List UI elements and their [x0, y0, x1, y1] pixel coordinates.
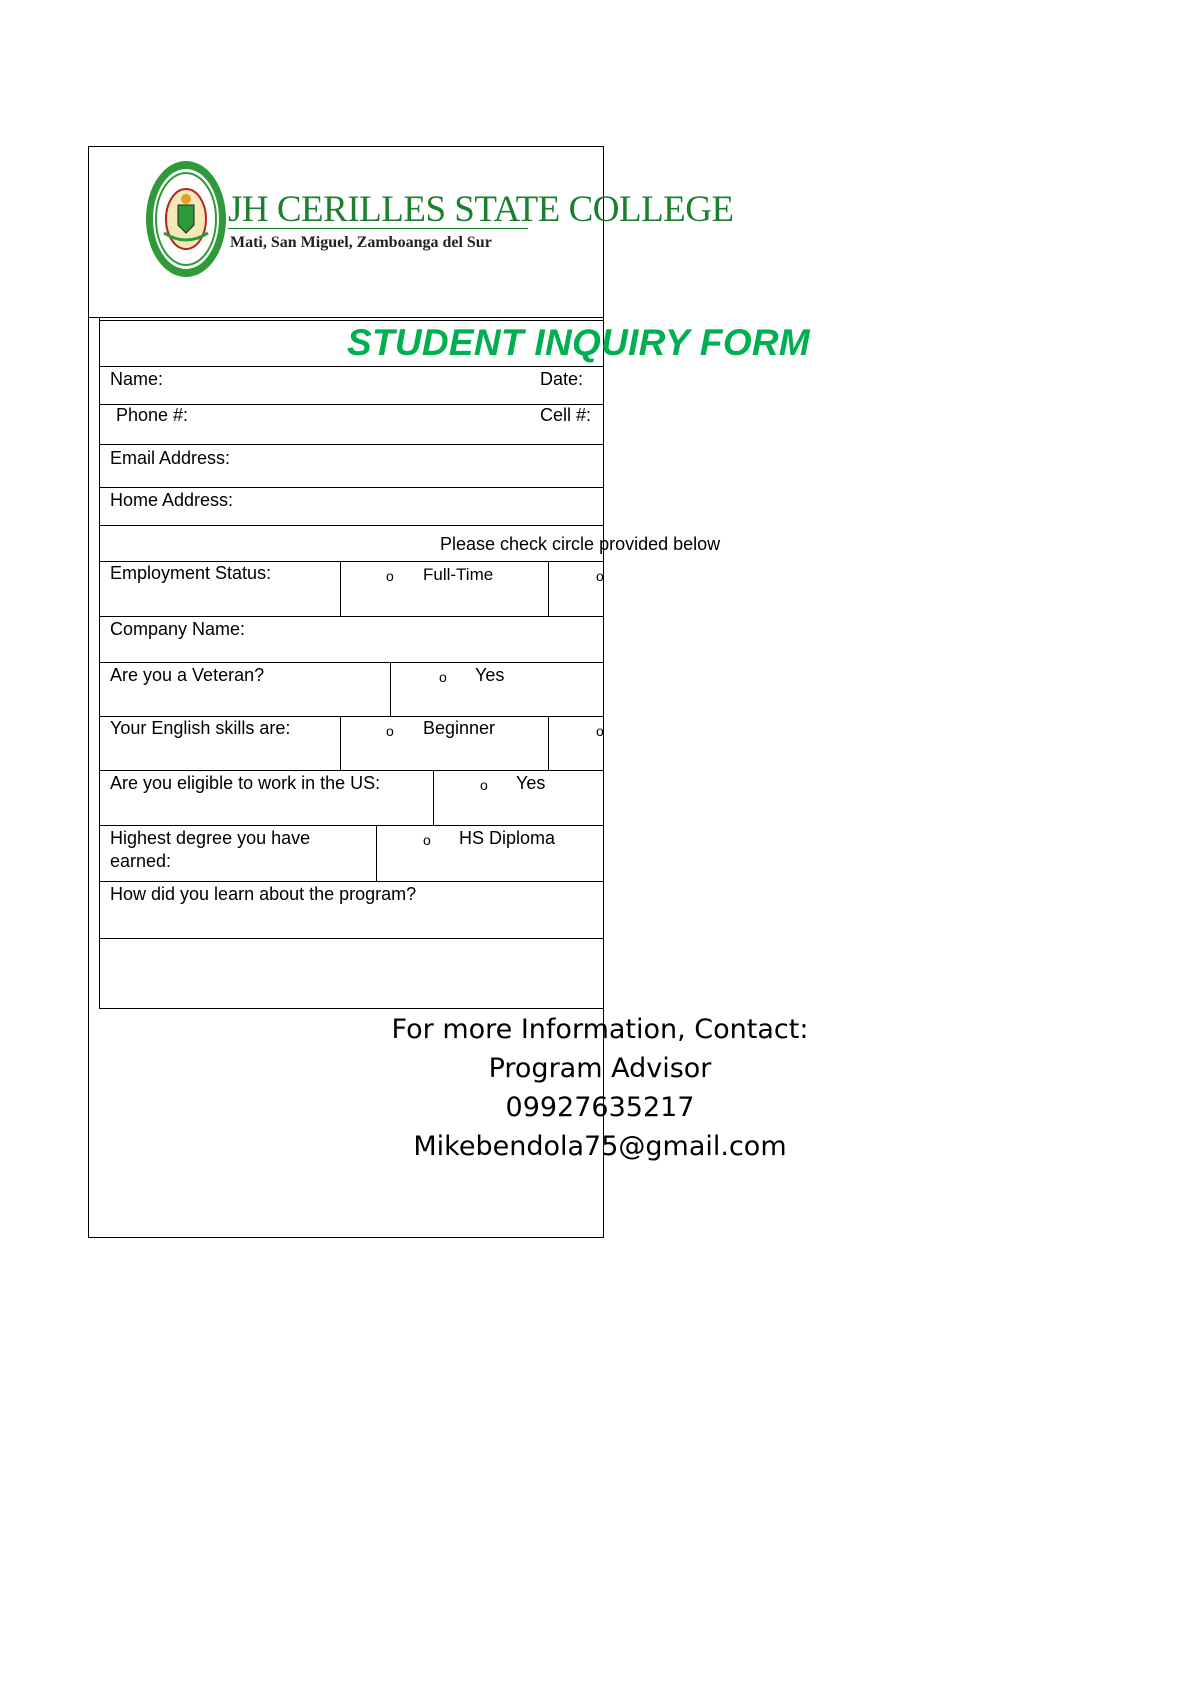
- phone-label: Phone #:: [116, 405, 189, 425]
- learn-program-label: How did you learn about the program?: [110, 884, 417, 904]
- cell-label: Cell #:: [540, 405, 592, 425]
- college-seal: [144, 158, 228, 280]
- contact-email[interactable]: Mikebendola75@gmail.com: [413, 1131, 787, 1162]
- degree-label-line2: earned:: [110, 851, 172, 871]
- english-beginner-radio[interactable]: o: [386, 723, 394, 739]
- degree-label-line1: Highest degree you have: [110, 828, 311, 848]
- date-label: Date:: [540, 369, 584, 389]
- college-name: JH CERILLES STATE COLLEGE: [228, 189, 734, 230]
- eligible-label: Are you eligible to work in the US:: [110, 773, 381, 793]
- degree-hs-label: HS Diploma: [459, 828, 556, 848]
- veteran-yes-label: Yes: [475, 665, 505, 685]
- english-option-radio-2[interactable]: o: [596, 723, 604, 739]
- home-address-label: Home Address:: [110, 490, 234, 510]
- veteran-yes-radio[interactable]: o: [439, 669, 447, 685]
- header-divider: [88, 317, 604, 318]
- eligible-yes-radio[interactable]: o: [480, 777, 488, 793]
- check-note: Please check circle provided below: [440, 534, 721, 554]
- contact-phone: 09927635217: [505, 1092, 695, 1123]
- contact-heading: For more Information, Contact:: [391, 1014, 809, 1045]
- degree-hs-radio[interactable]: o: [423, 832, 431, 848]
- employment-status-label: Employment Status:: [110, 563, 272, 583]
- name-label: Name:: [110, 369, 164, 389]
- college-name-underline: [228, 228, 528, 229]
- form-title: STUDENT INQUIRY FORM: [347, 322, 811, 363]
- company-name-label: Company Name:: [110, 619, 246, 639]
- english-beginner-label: Beginner: [423, 718, 496, 738]
- email-label: Email Address:: [110, 448, 231, 468]
- eligible-yes-label: Yes: [516, 773, 546, 793]
- veteran-label: Are you a Veteran?: [110, 665, 265, 685]
- employment-option-radio[interactable]: o: [386, 568, 394, 584]
- table-left-border: [99, 318, 100, 1008]
- english-skills-label: Your English skills are:: [110, 718, 291, 738]
- college-location: Mati, San Miguel, Zamboanga del Sur: [230, 234, 492, 251]
- contact-role: Program Advisor: [488, 1053, 712, 1084]
- employment-option-label: Full-Time: [423, 565, 494, 584]
- employment-option-radio-2[interactable]: o: [596, 568, 604, 584]
